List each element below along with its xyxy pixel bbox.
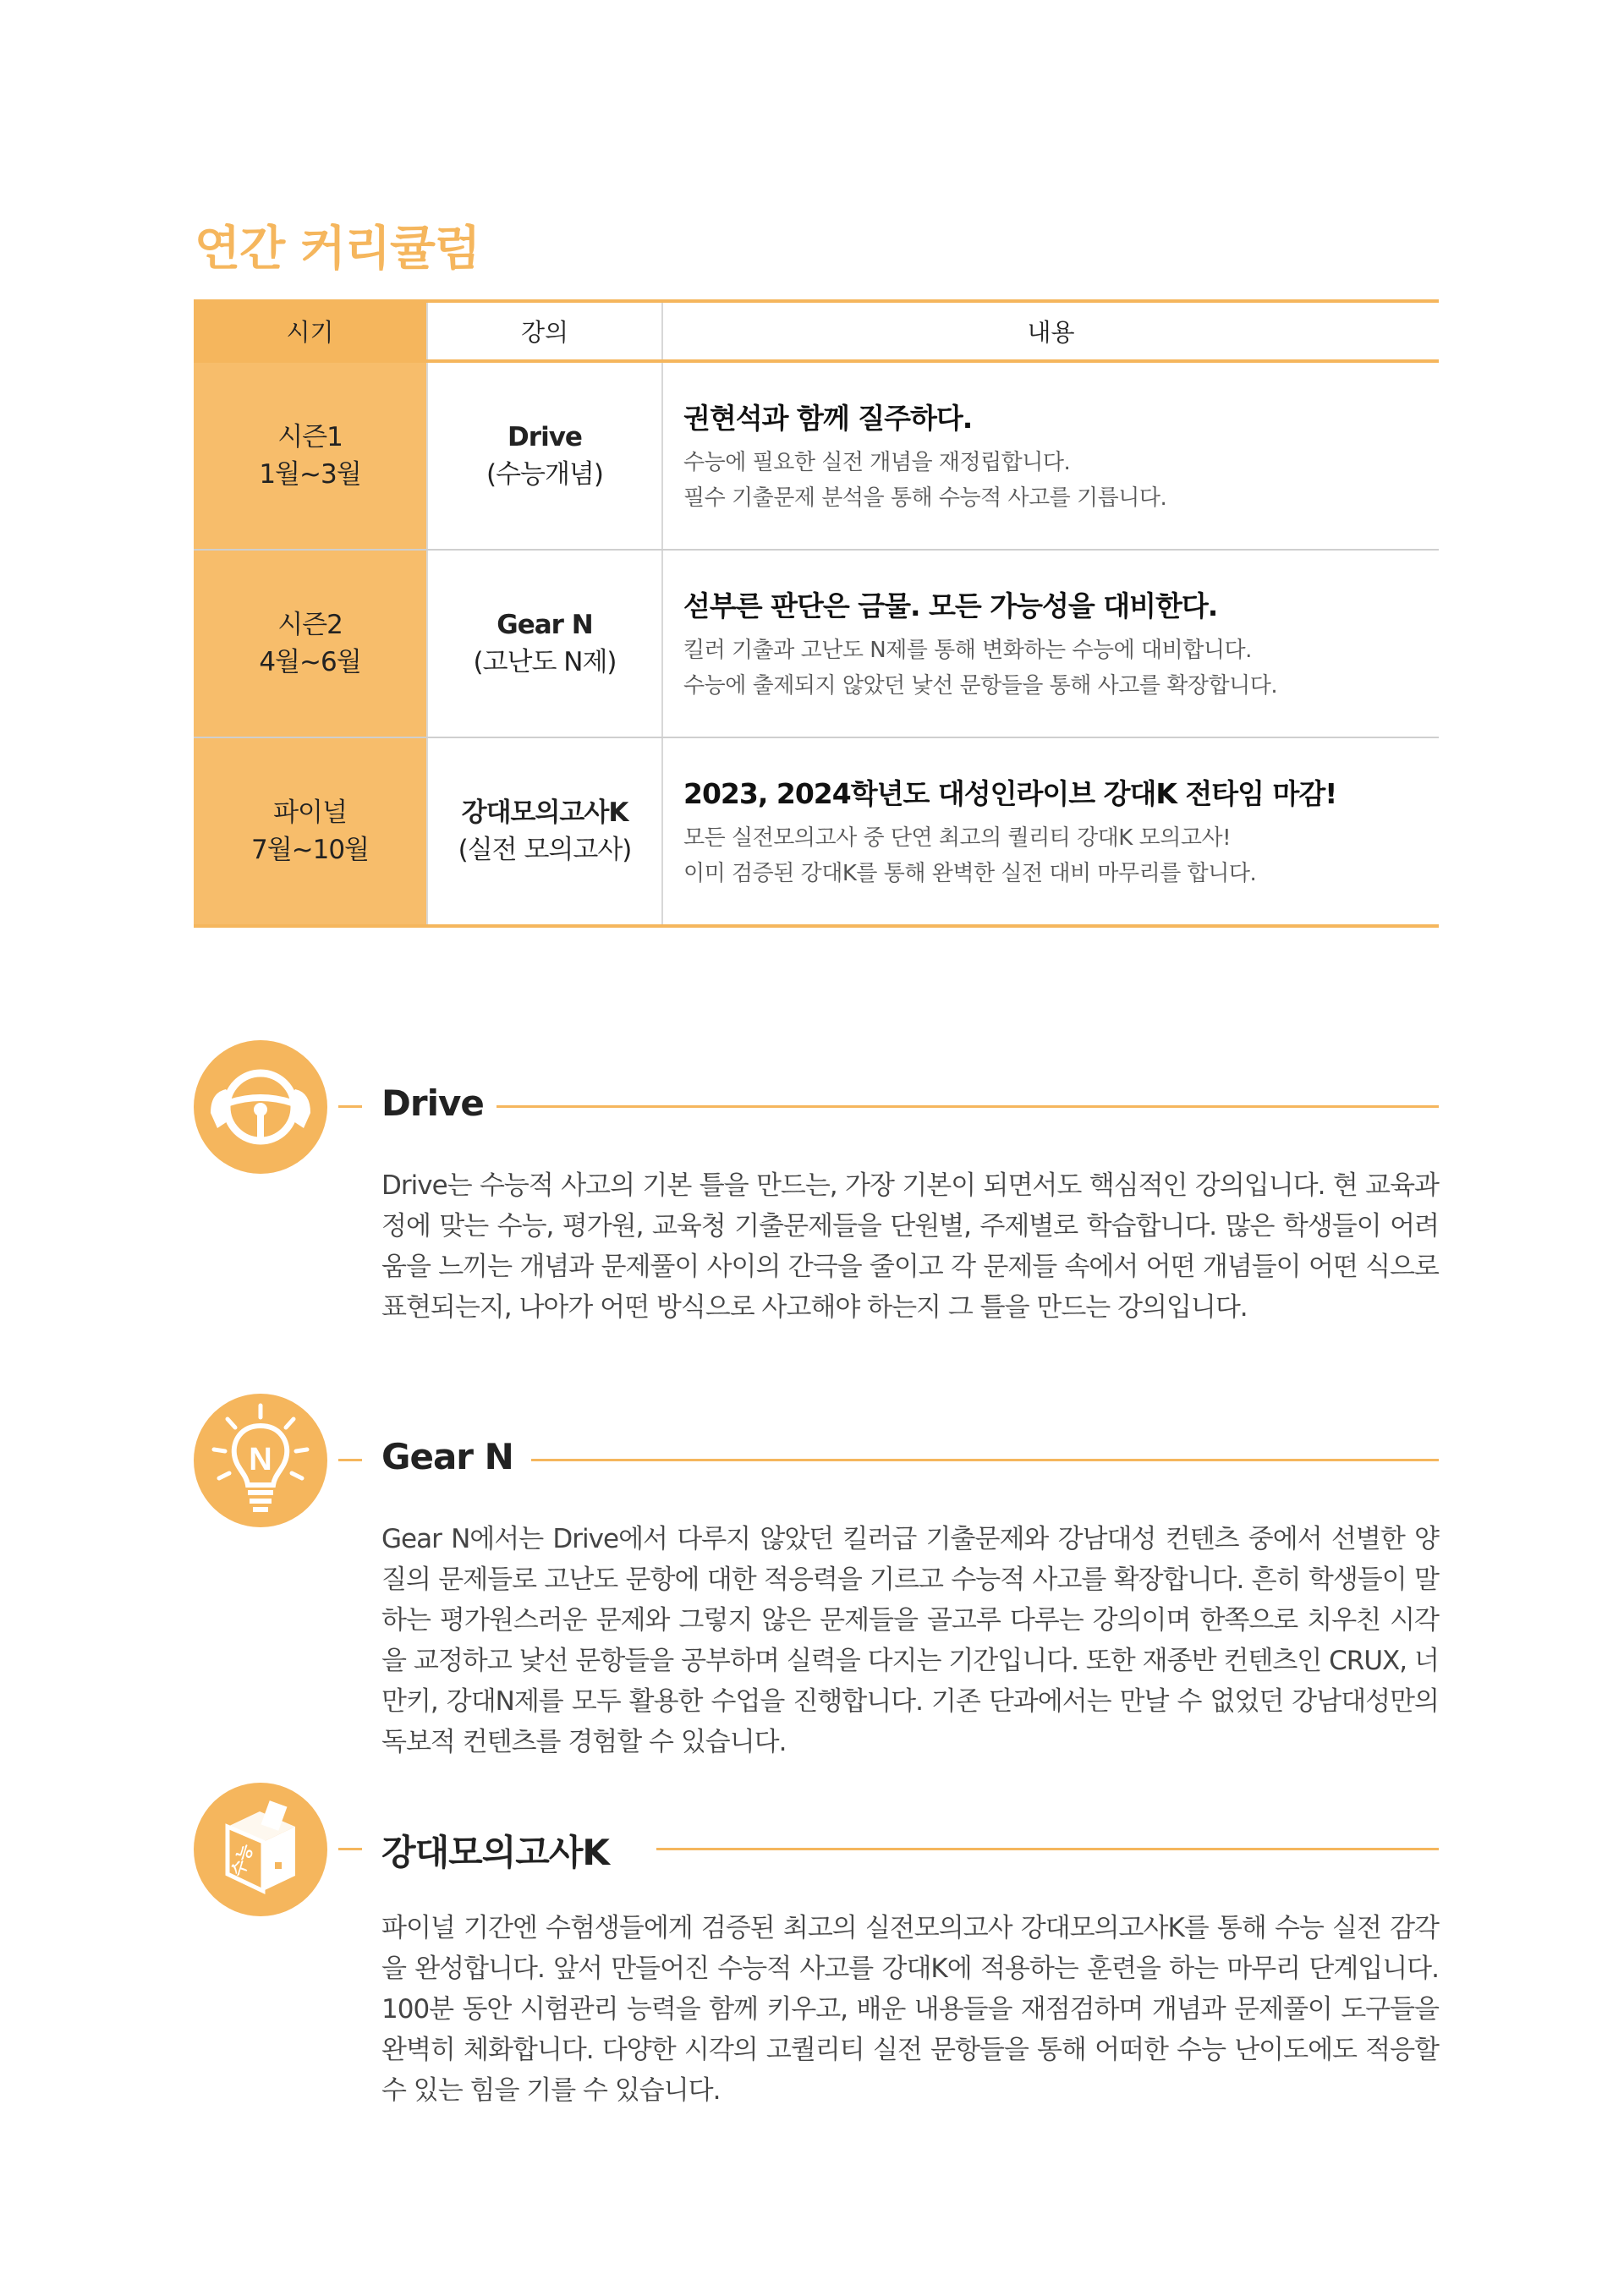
course-subtitle: (고난도 N제) bbox=[473, 647, 617, 677]
page-title: 연간 커리큘럼 bbox=[195, 222, 480, 277]
period-cell bbox=[194, 550, 427, 737]
section-divider-left bbox=[338, 1848, 362, 1850]
section-title: Gear N bbox=[381, 1436, 513, 1477]
section-divider-left bbox=[338, 1459, 362, 1461]
section-divider bbox=[531, 1459, 1439, 1461]
course-cell bbox=[427, 550, 662, 737]
content-line: 이미 검증된 강대K를 통해 완벽한 실전 대비 마무리를 합니다. bbox=[683, 860, 1257, 886]
header-course: 강의 bbox=[427, 301, 662, 361]
curriculum-table bbox=[194, 299, 1439, 928]
content-cell bbox=[662, 361, 1439, 550]
table-row bbox=[194, 737, 1439, 926]
lightbulb-letter: N bbox=[249, 1442, 272, 1477]
content-headline: 섣부른 판단은 금물. 모든 가능성을 대비한다. bbox=[683, 589, 1218, 622]
course-name: 강대모의고사K bbox=[461, 797, 628, 828]
period-season: 파이널 bbox=[273, 797, 347, 828]
section-divider bbox=[656, 1848, 1439, 1850]
content-line: 킬러 기출과 고난도 N제를 통해 변화하는 수능에 대비합니다. bbox=[683, 637, 1252, 663]
section-body: Gear N에서는 Drive에서 다루지 않았던 킬러급 기출문제와 강남대성 컨텐츠 중에서 선별한 양질의 문제들로 고난도 문항에 대한 적응력을 기르고 수능적 사고를 확장합니다. 흔히 학생들이 말하는 평가원스러운 문제와 그렇지 않은 문제들을 골고루 다루는 강의이며 한쪽으로 치우친 시각을 교정하고 낯선 문항들을 공부하며 실력을 다지는 기간입니다. 또한 재종반 컨텐츠인 CRUX, 너만키, 강대N제를 모두 활용한 수업을 진행합니다. 기존 단과에서는 만날 수 없었던 강남대성만의 독보적 컨텐츠를 경험할 수 있습니다. bbox=[381, 1524, 1439, 1757]
content-line: 수능에 필요한 실전 개념을 재정립합니다. bbox=[683, 449, 1071, 475]
content-line: 모든 실전모의고사 중 단연 최고의 퀄리티 강대K 모의고사! bbox=[683, 825, 1231, 851]
lightbulb-icon bbox=[194, 1394, 327, 1527]
period-cell bbox=[194, 737, 427, 926]
section-body: Drive는 수능적 사고의 기본 틀을 만드는, 가장 기본이 되면서도 핵심적인 강의입니다. 현 교육과정에 맞는 수능, 평가원, 교육청 기출문제들을 단원별, 주제별로 학습합니다. 많은 학생들이 어려움을 느끼는 개념과 문제풀이 사이의 간극을 줄이고 각 문제들 속에서 어떤 개념들이 어떤 식으로 표현되는지, 나아가 어떤 방식으로 사고해야 하는지 그 틀을 만드는 강의입니다. bbox=[381, 1170, 1439, 1323]
content-cell bbox=[662, 737, 1439, 926]
period-months: 4월~6월 bbox=[259, 647, 361, 677]
table-header-row bbox=[194, 301, 1439, 361]
section-divider-left bbox=[338, 1105, 362, 1108]
section-title: 강대모의고사K bbox=[381, 1832, 609, 1873]
period-months: 7월~10월 bbox=[250, 835, 370, 865]
table-row bbox=[194, 550, 1439, 737]
period-season: 시즌1 bbox=[277, 422, 343, 452]
header-period: 시기 bbox=[194, 301, 427, 361]
course-name: Drive bbox=[508, 422, 582, 452]
content-headline: 권현석과 함께 질주하다. bbox=[683, 401, 973, 435]
course-cell bbox=[427, 361, 662, 550]
section-body: 파이널 기간엔 수험생들에게 검증된 최고의 실전모의고사 강대모의고사K를 통해 수능 실전 감각을 완성합니다. 앞서 만들어진 수능적 사고를 강대K에 적용하는 훈련을 하는 마무리 단계입니다. 100분 동안 시험관리 능력을 함께 키우고, 배운 내용들을 재점검하며 개념과 문제풀이 도구들을 완벽히 체화합니다. 다양한 시각의 고퀄리티 실전 문항들을 통해 어떠한 수능 난이도에도 적응할 수 있는 힘을 기를 수 있습니다. bbox=[381, 1913, 1439, 2106]
content-line: 필수 기출문제 분석을 통해 수능적 사고를 기릅니다. bbox=[683, 485, 1167, 511]
section-title: Drive bbox=[381, 1082, 484, 1124]
steering-wheel-icon bbox=[194, 1040, 327, 1174]
ballot-box-icon bbox=[194, 1783, 327, 1916]
course-subtitle: (수능개념) bbox=[486, 459, 603, 490]
section-divider bbox=[497, 1105, 1439, 1108]
table-row bbox=[194, 361, 1439, 550]
course-cell bbox=[427, 737, 662, 926]
ballot-label: 수능 bbox=[228, 1842, 257, 1879]
period-months: 1월~3월 bbox=[259, 459, 361, 490]
course-name: Gear N bbox=[497, 610, 593, 640]
content-line: 수능에 출제되지 않았던 낯선 문항들을 통해 사고를 확장합니다. bbox=[683, 672, 1278, 699]
period-season: 시즌2 bbox=[277, 610, 343, 640]
content-cell bbox=[662, 550, 1439, 737]
course-subtitle: (실전 모의고사) bbox=[458, 835, 632, 865]
header-content: 내용 bbox=[662, 301, 1439, 361]
period-cell bbox=[194, 361, 427, 550]
content-headline: 2023, 2024학년도 대성인라이브 강대K 전타임 마감! bbox=[683, 776, 1337, 810]
